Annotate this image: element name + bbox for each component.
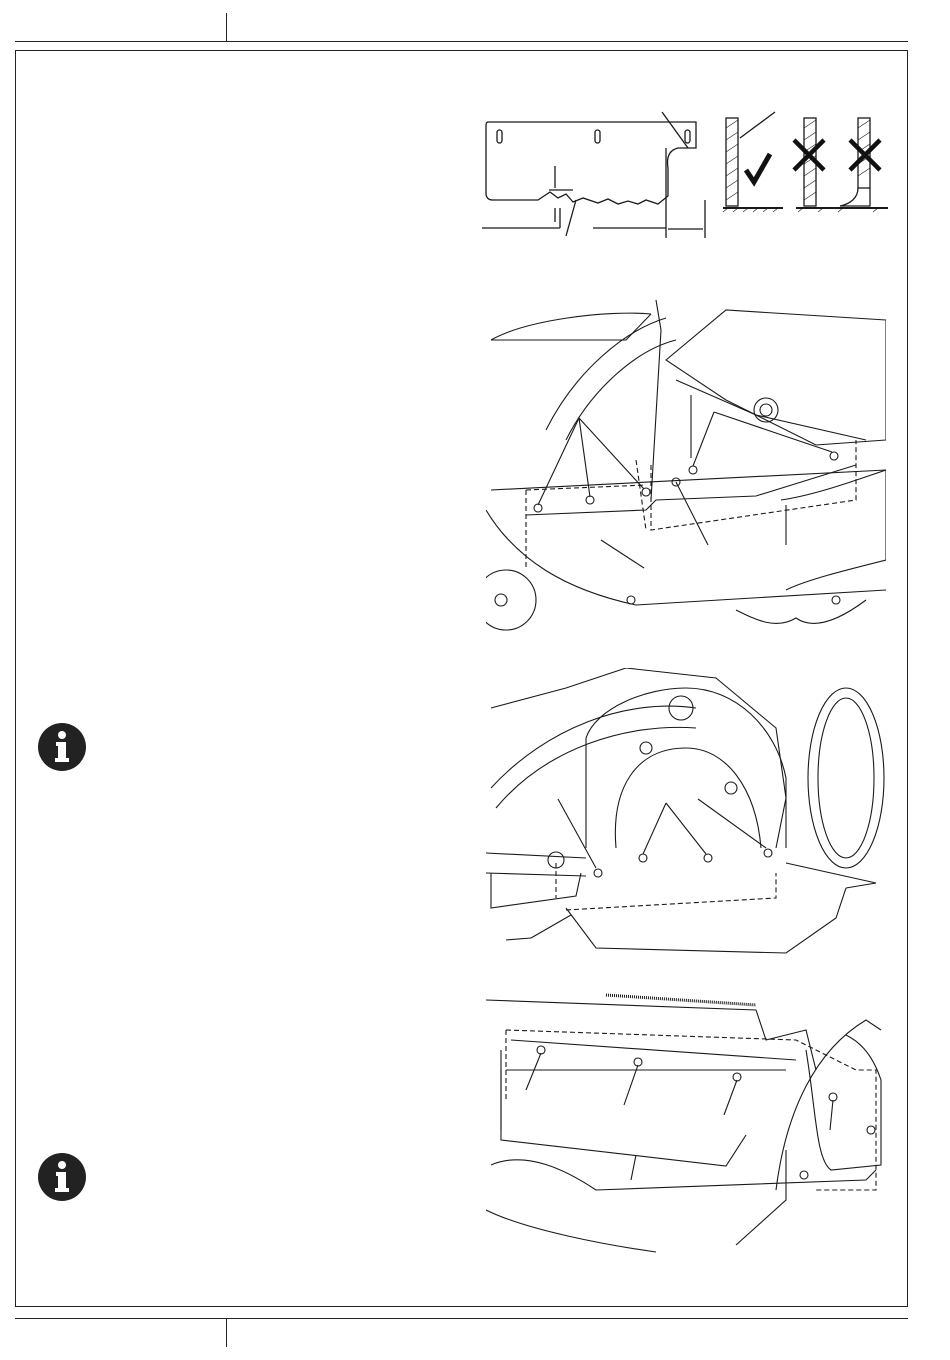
cross-icon bbox=[794, 140, 824, 170]
blade-wear-diagram bbox=[478, 108, 898, 243]
machine-rear-illustration-2 bbox=[486, 990, 886, 1255]
page-header bbox=[15, 13, 908, 42]
header-divider bbox=[226, 13, 227, 41]
info-icon bbox=[37, 1152, 87, 1202]
page-footer bbox=[15, 1318, 908, 1347]
machine-front-illustration bbox=[486, 668, 886, 963]
info-icon bbox=[37, 722, 87, 772]
cross-icon bbox=[850, 140, 880, 170]
footer-divider bbox=[226, 1319, 227, 1347]
machine-rear-illustration-1 bbox=[486, 300, 886, 645]
check-icon bbox=[746, 154, 770, 182]
